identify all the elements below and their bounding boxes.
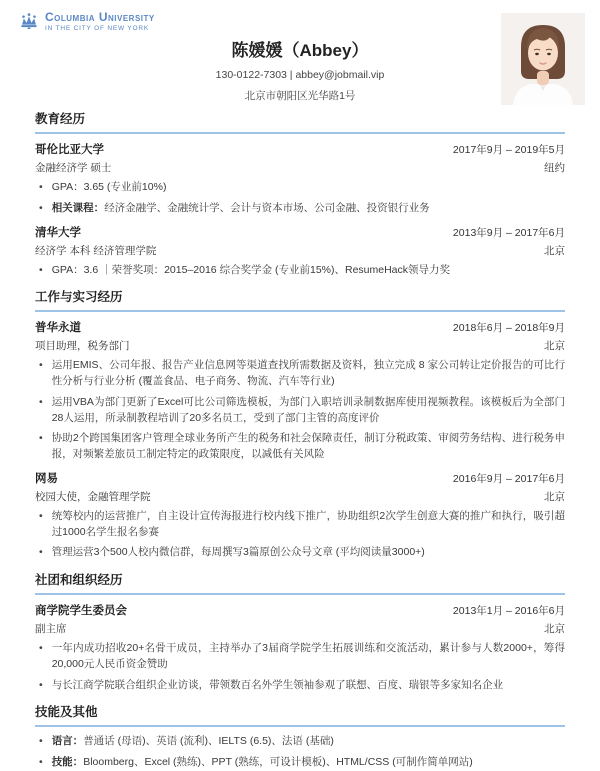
entry-role: 金融经济学 硕士 xyxy=(35,162,112,174)
bullet-text xyxy=(52,201,565,217)
bullet-text xyxy=(52,755,565,771)
entry-location: 北京 xyxy=(544,490,565,503)
bullet-list xyxy=(35,180,565,217)
bullet-text xyxy=(52,641,565,673)
section-title: 教育经历 xyxy=(35,109,565,134)
resume-section xyxy=(35,109,565,278)
bullet-body: 运用VBA为部门更新了Excel可比公司筛选模板，为部门入职培训录制数据库使用视频教程。该模板后为全部门28人运用，所录制教程培训了20多名员工，受到了部门主管的高度评价 xyxy=(51,395,565,424)
bullet-text xyxy=(52,358,565,390)
candidate-name: 陈媛媛（Abbey） xyxy=(231,41,369,60)
bullet-item xyxy=(35,678,565,694)
bullet-body: 经济金融学、金融统计学、会计与资本市场、公司金融、投资银行业务 xyxy=(104,201,430,214)
entry-org: 普华永道 xyxy=(35,322,81,335)
bullet-marker: • xyxy=(39,735,43,748)
entry-org: 清华大学 xyxy=(35,226,81,239)
bullet-body: GPA：3.6 ｜荣誉奖项：2015–2016 综合奖学金 (专业前15%)、ResumeHack领导力奖 xyxy=(51,263,451,276)
entry xyxy=(35,141,565,217)
bullet-body: Bloomberg、Excel (熟练)、PPT (熟练，可设计模板)、HTML/CSS (可制作简单网站) xyxy=(83,756,473,768)
bullet-marker: • xyxy=(39,432,43,445)
resume-section xyxy=(35,287,565,561)
bullet-marker: • xyxy=(39,756,43,768)
bullet-text xyxy=(52,431,565,463)
bullet-marker: • xyxy=(39,181,43,193)
bullet-body: 与长江商学院联合组织企业访谈，带领数百名外学生领袖参观了联想、百度、瑞银等多家知名企业 xyxy=(51,678,504,691)
section-title: 技能及其他 xyxy=(35,702,565,727)
bullet-list xyxy=(35,509,565,561)
entry-location: 北京 xyxy=(544,244,565,257)
bullet-marker: • xyxy=(39,263,43,276)
entry-org: 商学院学生委员会 xyxy=(35,605,127,617)
bullet-item xyxy=(35,201,565,217)
entry-location: 北京 xyxy=(544,623,565,635)
bullet-text xyxy=(52,678,565,694)
bullet-marker: • xyxy=(39,359,43,372)
resume-section xyxy=(35,702,565,771)
bullet-body: 统筹校内的运营推广，自主设计宣传海报进行校内线下推广，协助组织2次学生创意大赛的推广和执行，吸引超过1000名学生报名参赛 xyxy=(51,509,565,538)
section-entries xyxy=(35,141,565,278)
logo-line2: IN THE CITY OF NEW YORK xyxy=(45,25,149,32)
entry-org: 网易 xyxy=(35,472,58,485)
bullet-marker: • xyxy=(39,509,43,522)
bullet-label: 技能： xyxy=(51,756,84,768)
bullet-marker: • xyxy=(39,201,43,214)
logo-text xyxy=(45,10,155,32)
bullet-marker: • xyxy=(39,395,43,408)
entry-head xyxy=(35,602,565,618)
entry-org: 哥伦比亚大学 xyxy=(35,144,104,156)
entry-date: 2017年9月 – 2019年5月 xyxy=(452,144,565,156)
entry-head xyxy=(35,319,565,335)
address-line: 北京市朝阳区光华路1号 xyxy=(244,90,356,102)
section-title: 工作与实习经历 xyxy=(35,287,565,312)
bullet-label: 相关课程： xyxy=(51,201,105,214)
bullet-item xyxy=(35,358,565,390)
entry-head xyxy=(35,470,565,486)
section-entries xyxy=(35,734,565,771)
entry-location: 北京 xyxy=(544,340,565,353)
entry-subhead xyxy=(35,621,565,636)
resume-header xyxy=(0,0,600,100)
entry xyxy=(35,224,565,279)
entry xyxy=(35,319,565,463)
bullet-list xyxy=(35,734,565,771)
entry-subhead xyxy=(35,243,565,258)
section-title: 社团和组织经历 xyxy=(35,570,565,595)
entry-head xyxy=(35,141,565,157)
crown-icon xyxy=(18,10,40,31)
entry xyxy=(35,470,565,561)
entry-head xyxy=(35,224,565,240)
entry-subhead xyxy=(35,160,565,175)
bullet-item xyxy=(35,734,565,750)
bullet-text xyxy=(52,263,565,279)
entry-subhead xyxy=(35,489,565,504)
bullet-marker: • xyxy=(39,642,43,654)
bullet-label: 语言： xyxy=(51,735,84,748)
bullet-body: GPA：3.65 (专业前10%) xyxy=(51,181,167,193)
entry-role: 副主席 xyxy=(35,623,67,635)
entry-date: 2018年6月 – 2018年9月 xyxy=(452,322,565,335)
resume-section xyxy=(35,570,565,693)
entry-subhead xyxy=(35,338,565,353)
entry-role: 校园大使，金融管理学院 xyxy=(35,490,151,503)
contact-line: 130-0122-7303 | abbey@jobmail.vip xyxy=(215,69,385,81)
bullet-body: 一年内成功招收20+名骨干成员，主持举办了3届商学院学生拓展训练和交流活动，累计参与人数2000+，筹得20,000元人民币资金赞助 xyxy=(51,642,565,670)
bullet-item xyxy=(35,263,565,279)
bullet-body: 协助2个跨国集团客户管理全球业务所产生的税务和社会保障责任，制订分税政策、审阅劳务结构、进行税务申报，对频繁差旅员工制定特定的政策限度，以减低有关风险 xyxy=(51,432,565,460)
bullet-text xyxy=(52,734,565,750)
bullet-body: 运用EMIS、公司年报、报告产业信息网等渠道查找所需数据及资料，独立完成 8 家公司转让定价报告的可比行性分析与行业分析 (覆盖食品、电子商务、物流、汽车等行业) xyxy=(51,359,565,387)
sections xyxy=(0,109,600,771)
bullet-text xyxy=(52,395,565,427)
entry xyxy=(35,602,565,693)
logo-line1: Columbia University xyxy=(45,10,155,24)
bullet-list xyxy=(35,358,565,463)
entry xyxy=(35,734,565,771)
entry-role: 经济学 本科 经济管理学院 xyxy=(35,244,157,257)
profile-photo xyxy=(501,13,585,105)
entry-date: 2013年9月 – 2017年6月 xyxy=(452,226,565,239)
entry-role: 项目助理，税务部门 xyxy=(35,340,130,353)
bullet-item xyxy=(35,431,565,463)
bullet-text xyxy=(52,180,565,196)
section-entries xyxy=(35,319,565,561)
bullet-item xyxy=(35,641,565,673)
bullet-text xyxy=(52,509,565,541)
bullet-body: 普通话 (母语)、英语 (流利)、IELTS (6.5)、法语 (基础) xyxy=(83,735,334,748)
bullet-marker: • xyxy=(39,546,43,559)
bullet-list xyxy=(35,263,565,279)
entry-date: 2016年9月 – 2017年6月 xyxy=(452,472,565,485)
entry-date: 2013年1月 – 2016年6月 xyxy=(452,605,565,617)
section-entries xyxy=(35,602,565,693)
bullet-item xyxy=(35,545,565,561)
bullet-item xyxy=(35,755,565,771)
bullet-item xyxy=(35,509,565,541)
bullet-marker: • xyxy=(39,678,43,691)
entry-location: 纽约 xyxy=(544,162,565,174)
columbia-logo xyxy=(18,10,155,32)
bullet-list xyxy=(35,641,565,693)
bullet-text xyxy=(52,545,565,561)
bullet-item xyxy=(35,180,565,196)
bullet-item xyxy=(35,395,565,427)
bullet-body: 管理运营3个500人校内微信群，每周撰写3篇原创公众号文章 (平均阅读量3000+) xyxy=(51,546,425,559)
